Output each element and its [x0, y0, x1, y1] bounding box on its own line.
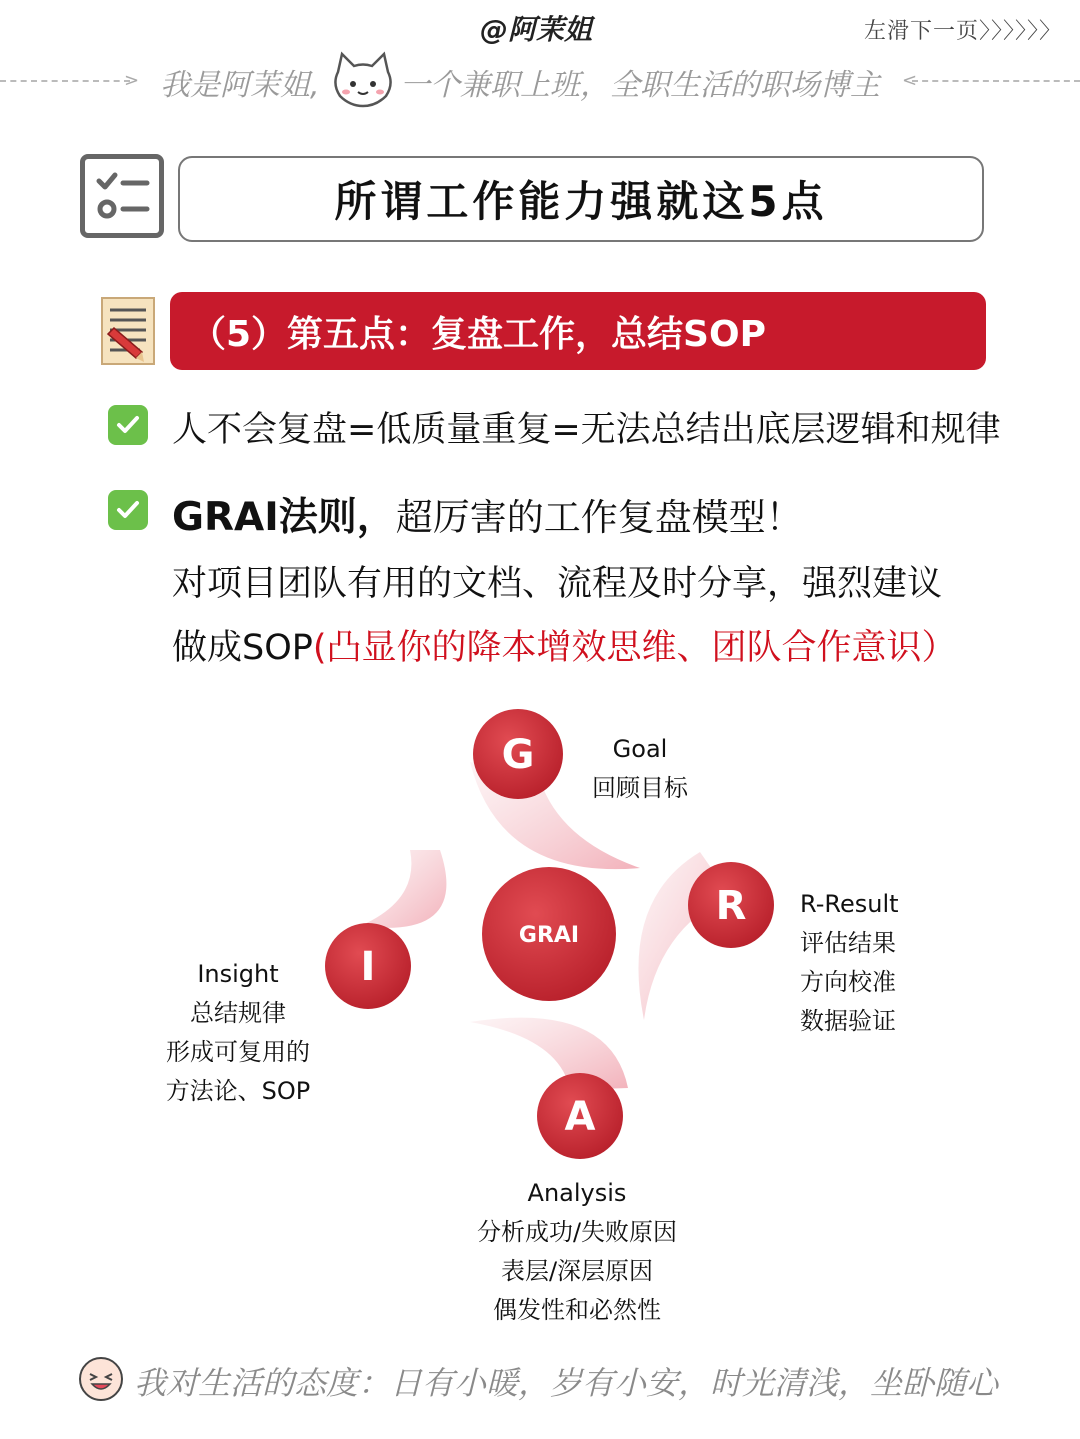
label-goal-line: Goal: [612, 735, 668, 763]
label-result-line: 数据验证: [800, 1007, 896, 1035]
node-r-letter: R: [715, 883, 747, 929]
checklist-icon: [80, 154, 164, 238]
grai-rule-name: GRAI法则，: [172, 495, 396, 540]
section-banner: [170, 292, 986, 370]
node-i-letter: I: [360, 944, 376, 990]
label-insight-line: 总结规律: [190, 999, 286, 1027]
swipe-hint[interactable]: 左滑下一页〉〉〉〉〉〉: [863, 19, 1062, 44]
tagline-end: 一个兼职上班，全职生活的职场博主: [400, 68, 880, 103]
label-insight-line: 方法论、SOP: [165, 1077, 311, 1105]
checkmark-icon: [108, 405, 148, 445]
label-goal: [560, 730, 720, 808]
author-handle: @阿茉姐: [480, 13, 593, 46]
title-box: [178, 156, 984, 242]
cat-face-icon: [328, 50, 398, 110]
sop-text: 做成SOP: [172, 628, 313, 668]
tagline-start: 我是阿茉姐,: [160, 68, 320, 103]
bullet-grai-line2: 对项目团队有用的文档、流程及时分享，强烈建议: [172, 564, 943, 604]
label-insight-line: 形成可复用的: [166, 1038, 310, 1066]
label-analysis-line: 分析成功/失败原因: [476, 1218, 678, 1246]
footer-motto: 我对生活的态度：日有小暖，岁有小安，时光清浅，坐卧随心: [134, 1364, 999, 1402]
label-goal-line: 回顾目标: [592, 774, 688, 802]
label-insight: [128, 955, 348, 1111]
section-banner-label: （5）第五点：复盘工作，总结SOP: [190, 313, 766, 355]
bullet-grai-line3: [172, 620, 957, 670]
divider-left: [0, 80, 130, 82]
label-result-line: R-Result: [800, 890, 899, 918]
node-a-letter: A: [564, 1094, 596, 1140]
bullet-review-text: 人不会复盘=低质量重复=无法总结出底层逻辑和规律: [172, 410, 1001, 450]
label-result: [800, 885, 930, 1041]
label-analysis-line: 偶发性和必然性: [493, 1296, 661, 1324]
label-analysis-line: 表层/深层原因: [500, 1257, 654, 1285]
page-title: 所谓工作能力强就这5点: [334, 177, 828, 226]
bullet-grai-heading: [172, 486, 803, 542]
smiley-icon: [78, 1356, 124, 1402]
center-node-label: GRAI: [518, 923, 580, 948]
checkmark-icon: [108, 490, 148, 530]
node-g-letter: G: [501, 732, 535, 778]
sop-highlight: (凸显你的降本增效思维、团队合作意识）: [312, 628, 957, 668]
label-insight-line: Insight: [197, 960, 279, 988]
arrow-left-icon: <: [902, 70, 918, 91]
label-result-line: 方向校准: [800, 968, 896, 996]
label-result-line: 评估结果: [800, 929, 896, 957]
label-analysis-line: Analysis: [527, 1179, 627, 1207]
notepad-pencil-icon: [100, 294, 158, 366]
grai-rule-desc: 超厉害的工作复盘模型！: [395, 496, 803, 539]
divider-right: [912, 80, 1080, 82]
swirl-a: [470, 1018, 628, 1090]
label-analysis: [437, 1174, 717, 1330]
arrow-right-icon: >: [124, 70, 140, 91]
swirl-i: [360, 850, 446, 928]
